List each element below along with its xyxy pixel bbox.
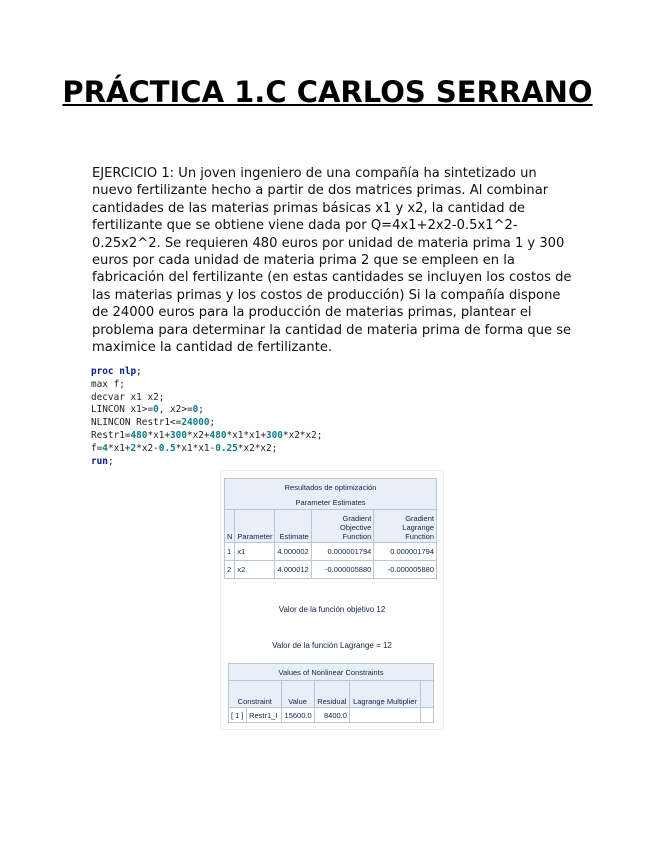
table-row xyxy=(225,561,437,579)
code-line: Restr1=480*x1+300*x2+480*x1*x1+300*x2*x2; xyxy=(91,429,323,441)
results-caption: Resultados de optimización xyxy=(225,479,437,496)
lagrange-function-value: Valor de la función Lagrange = 12 xyxy=(272,641,392,650)
gradient-lagrange-value: 0.000001794 xyxy=(374,543,437,561)
column-header: Parameter xyxy=(235,510,275,543)
row-index: 1 xyxy=(225,543,235,561)
column-header: N xyxy=(225,510,235,543)
table-row xyxy=(229,708,434,723)
parameter-name: x2 xyxy=(235,561,275,579)
column-header: Constraint xyxy=(229,681,282,708)
column-header: Gradient Lagrange Function xyxy=(374,510,437,543)
code-line: max f; xyxy=(91,378,125,390)
sas-code-block xyxy=(91,366,322,468)
row-index: 2 xyxy=(225,561,235,579)
code-line: decvar x1 x2; xyxy=(91,391,165,403)
results-subcaption: Parameter Estimates xyxy=(225,495,437,510)
parameter-estimates-table xyxy=(224,478,437,579)
gradient-lagrange-value: -0.000005880 xyxy=(374,561,437,579)
code-line: LINCON x1>=0, x2>=0; xyxy=(91,404,204,416)
optimization-results-panel xyxy=(220,470,444,730)
estimate-value: 4.000012 xyxy=(275,561,311,579)
lagrange-multiplier xyxy=(349,708,420,723)
column-header: Value xyxy=(281,681,314,708)
column-header: Residual xyxy=(314,681,349,708)
gradient-objective-value: 0.000001794 xyxy=(311,543,374,561)
column-header: Gradient Objective Function xyxy=(311,510,374,543)
constraint-value: 15600.0 xyxy=(281,708,314,723)
constraint-residual: 8400.0 xyxy=(314,708,349,723)
column-header-blank xyxy=(421,681,434,708)
blank-cell xyxy=(421,708,434,723)
code-line: f=4*x1+2*x2-0.5*x1*x1-0.25*x2*x2; xyxy=(91,442,278,454)
gradient-objective-value: -0.000005880 xyxy=(311,561,374,579)
objective-function-value: Valor de la función objetivo 12 xyxy=(278,605,386,614)
page-title: PRÁCTICA 1.C CARLOS SERRANO xyxy=(62,75,593,109)
nonlinear-constraints-table xyxy=(228,663,434,723)
code-line: NLINCON Restr1<=24000; xyxy=(91,417,216,429)
constraint-name: Restr1_I xyxy=(247,708,281,723)
column-header: Estimate xyxy=(275,510,311,543)
estimate-value: 4.000002 xyxy=(275,543,311,561)
code-line: proc nlp; xyxy=(91,366,142,377)
constraint-index: [ 1 ] xyxy=(229,708,247,723)
table-row xyxy=(225,543,437,561)
code-line: run; xyxy=(91,455,114,467)
column-header: Lagrange Multiplier xyxy=(349,681,420,708)
parameter-name: x1 xyxy=(235,543,275,561)
constraints-caption: Values of Nonlinear Constraints xyxy=(229,664,434,681)
exercise-statement: EJERCICIO 1: Un joven ingeniero de una compañía ha sintetizado un nuevo fertilizante hecho a partir de dos matrices primas. Al combinar cantidades de las materias primas básicas x1 y x2, la cantidad de fertilizante que se obtiene viene dada por Q=4x1+2x2-0.5x1^2-0.25x2^2. Se requieren 480 euros por unidad de materia prima 1 y 300 euros por cada unidad de materia prima 2 que se empleen en la fabricación del fertilizante (en estas cantidades se incluyen los costos de las materias primas y los costos de producción) Si la compañía dispone de 24000 euros para la producción de materias primas, plantear el problema para determinar la cantidad de materia prima de forma que se maximice la cantidad de fertilizante. xyxy=(92,166,572,356)
